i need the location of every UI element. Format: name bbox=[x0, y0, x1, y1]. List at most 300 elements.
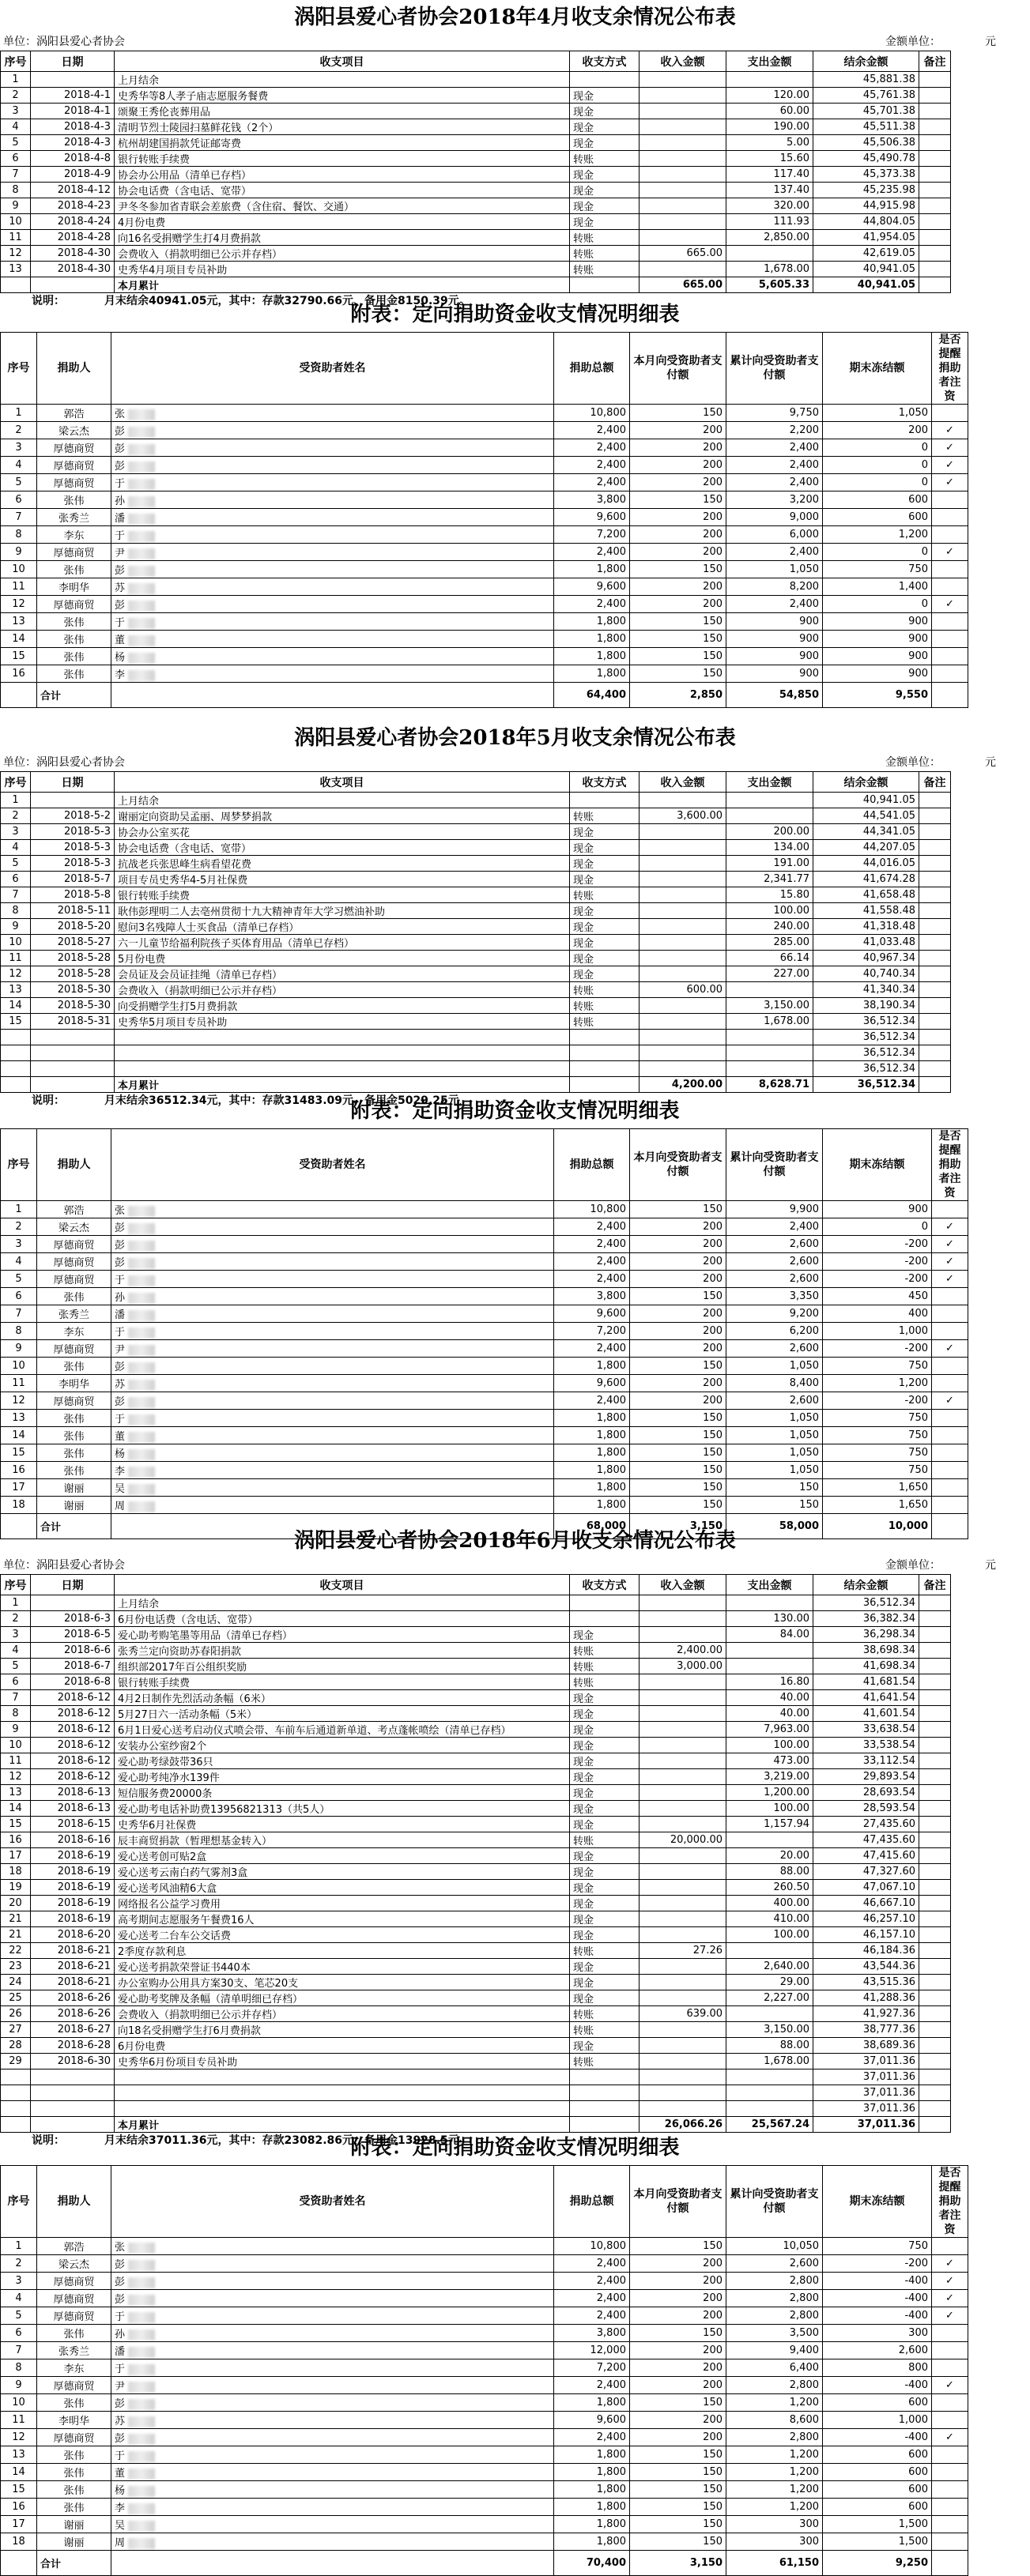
may-fund-cell-cum: 2,600 bbox=[726, 1340, 823, 1358]
june-fund-total-month: 3,150 bbox=[630, 2551, 726, 2576]
april-fund-cell-cum: 3,200 bbox=[726, 491, 823, 509]
redacted-name-blur bbox=[128, 2382, 155, 2393]
may-statement-cell-out: 1,678.00 bbox=[726, 1014, 813, 1030]
recipient-surname: 于 bbox=[115, 478, 126, 490]
table-row bbox=[1, 631, 968, 648]
may-fund-cell-cum: 8,400 bbox=[726, 1375, 823, 1392]
may-statement-cell-note bbox=[919, 840, 951, 856]
june-statement-cell-in bbox=[640, 1611, 726, 1627]
april-statement-cell-item: 颂聚王秀伦丧葬用品 bbox=[115, 104, 570, 119]
april-statement-cell-item: 清明节烈士陵园扫墓鲜花钱（2个） bbox=[115, 119, 570, 135]
june-statement-cell-way: 转账 bbox=[570, 2054, 640, 2069]
may-fund-cell-total: 10,800 bbox=[554, 1201, 630, 1218]
total-empty bbox=[570, 1077, 640, 1093]
table-row bbox=[1, 167, 951, 183]
june-statement-cell-out: 260.50 bbox=[726, 1880, 813, 1896]
april-fund-cell-recipient bbox=[111, 561, 554, 578]
june-statement-header-cell: 支出金额 bbox=[726, 1575, 813, 1595]
june-statement-cell-note bbox=[919, 1959, 951, 1975]
may-statement-header-cell: 备注 bbox=[919, 772, 951, 793]
april-statement-cell-way: 转账 bbox=[570, 262, 640, 277]
table-row bbox=[1, 1975, 951, 1990]
redacted-name-blur bbox=[128, 583, 155, 594]
june-statement-cell-note bbox=[919, 1990, 951, 2006]
may-fund-cell-no: 10 bbox=[1, 1358, 37, 1375]
june-statement-cell-bal: 37,011.36 bbox=[813, 2101, 919, 2117]
table-row bbox=[1, 1769, 951, 1785]
may-statement-cell-no: 3 bbox=[1, 824, 31, 840]
recipient-surname: 彭 bbox=[115, 2294, 126, 2306]
april-fund-cell-recipient bbox=[111, 457, 554, 474]
june-statement-cell-item: 爱心助考纯净水139件 bbox=[115, 1769, 570, 1785]
april-statement-cell-date: 2018-4-28 bbox=[31, 230, 115, 246]
june-fund-cell-total: 2,400 bbox=[554, 2255, 630, 2273]
june-statement-cell-item: 爱心送考风油精6大盒 bbox=[115, 1880, 570, 1896]
june-statement-header-cell: 序号 bbox=[1, 1575, 31, 1595]
june-fund-cell-frozen: -400 bbox=[823, 2307, 932, 2325]
table-row bbox=[1, 246, 951, 262]
recipient-surname: 李 bbox=[115, 1466, 126, 1478]
june-fund-cell-recipient bbox=[111, 2429, 554, 2446]
june-statement-cell-date bbox=[31, 2101, 115, 2117]
may-statement-header-cell: 序号 bbox=[1, 772, 31, 793]
april-statement-unit-yuan: 元 bbox=[985, 36, 996, 48]
recipient-surname: 董 bbox=[115, 635, 126, 646]
june-statement-cell-out: 1,678.00 bbox=[726, 2054, 813, 2069]
april-statement-cell-in bbox=[640, 104, 726, 119]
june-fund-cell-donor: 张伟 bbox=[37, 2446, 111, 2464]
june-fund-cell-donor: 厚德商贸 bbox=[37, 2377, 111, 2394]
june-fund-cell-donor: 梁云杰 bbox=[37, 2255, 111, 2273]
june-statement-cell-bal: 46,667.10 bbox=[813, 1896, 919, 1911]
may-fund-cell-no: 8 bbox=[1, 1323, 37, 1340]
april-fund-cell-total: 7,200 bbox=[554, 526, 630, 544]
april-statement-table bbox=[0, 51, 951, 293]
june-statement-cell-way: 转账 bbox=[570, 1674, 640, 1690]
may-statement-cell-in: 3,600.00 bbox=[640, 808, 726, 824]
june-statement-cell-way: 转账 bbox=[570, 2006, 640, 2022]
recipient-surname: 潘 bbox=[115, 1309, 126, 1321]
may-statement-header-cell: 日期 bbox=[31, 772, 115, 793]
april-fund-cell-frozen: 600 bbox=[823, 509, 932, 526]
april-statement-header-cell: 支出金额 bbox=[726, 51, 813, 72]
june-statement-cell-date: 2018-6-27 bbox=[31, 2022, 115, 2038]
april-statement-cell-item: 杭州胡建国捐款凭证邮寄费 bbox=[115, 135, 570, 151]
may-statement-table bbox=[0, 771, 951, 1093]
table-row bbox=[1, 1785, 951, 1801]
may-fund-cell-remind bbox=[932, 1462, 968, 1479]
may-fund-cell-recipient bbox=[111, 1253, 554, 1271]
june-fund-cell-recipient bbox=[111, 2342, 554, 2359]
may-statement-cell-item: 六一儿童节给福利院孩子买体育用品（清单已存档） bbox=[115, 935, 570, 951]
table-row bbox=[1, 439, 968, 457]
june-fund-cell-month: 150 bbox=[630, 2238, 726, 2255]
may-statement-cell-date bbox=[31, 793, 115, 808]
may-statement-cell-out bbox=[726, 982, 813, 998]
june-fund-cell-donor: 张伟 bbox=[37, 2499, 111, 2516]
april-fund-total-label: 合计 bbox=[37, 683, 111, 708]
may-statement-total-label: 本月累计 bbox=[115, 1077, 570, 1093]
may-fund-header-cell: 累计向受资助者支付额 bbox=[726, 1129, 823, 1201]
june-statement-cell-date: 2018-6-12 bbox=[31, 1738, 115, 1753]
april-fund-cell-total: 2,400 bbox=[554, 439, 630, 457]
june-statement-cell-date: 2018-6-19 bbox=[31, 1896, 115, 1911]
total-empty bbox=[111, 2551, 554, 2576]
june-statement-cell-out: 88.00 bbox=[726, 1864, 813, 1880]
may-statement-cell-out bbox=[726, 1030, 813, 1045]
redacted-name-blur bbox=[128, 2277, 155, 2288]
june-statement-cell-way: 现金 bbox=[570, 1864, 640, 1880]
recipient-surname: 于 bbox=[115, 617, 126, 629]
june-fund-cell-remind bbox=[932, 2325, 968, 2342]
june-statement-cell-date bbox=[31, 1595, 115, 1611]
april-statement-header-cell: 收支方式 bbox=[570, 51, 640, 72]
june-statement-cell-out: 2,640.00 bbox=[726, 1959, 813, 1975]
june-fund-cell-donor: 张秀兰 bbox=[37, 2342, 111, 2359]
redacted-name-blur bbox=[128, 653, 155, 664]
april-statement-unit-row bbox=[0, 33, 1030, 51]
june-statement-cell-bal: 33,538.54 bbox=[813, 1738, 919, 1753]
april-statement-cell-out: 60.00 bbox=[726, 104, 813, 119]
april-fund-cell-frozen: 900 bbox=[823, 631, 932, 648]
table-row bbox=[1, 88, 951, 104]
may-fund-cell-cum: 2,600 bbox=[726, 1236, 823, 1253]
june-statement-cell-way: 现金 bbox=[570, 1990, 640, 2006]
june-statement-cell-no: 26 bbox=[1, 2006, 31, 2022]
may-fund-header-cell: 受资助者姓名 bbox=[111, 1129, 554, 1201]
redacted-name-blur bbox=[128, 1258, 155, 1269]
april-statement-cell-no: 5 bbox=[1, 135, 31, 151]
table-row bbox=[1, 104, 951, 119]
june-statement-cell-date: 2018-6-13 bbox=[31, 1785, 115, 1801]
recipient-surname: 彭 bbox=[115, 426, 126, 438]
may-statement-cell-out: 191.00 bbox=[726, 856, 813, 872]
june-statement-cell-no: 7 bbox=[1, 1690, 31, 1706]
june-statement-cell-date: 2018-6-21 bbox=[31, 1943, 115, 1959]
april-statement-cell-in bbox=[640, 198, 726, 214]
april-fund-cell-remind: ✓ bbox=[932, 544, 968, 561]
total-empty bbox=[1, 683, 37, 708]
table-row bbox=[1, 1959, 951, 1975]
april-statement-cell-bal: 44,804.05 bbox=[813, 214, 919, 230]
june-fund-cell-frozen: -200 bbox=[823, 2255, 932, 2273]
may-fund-cell-month: 200 bbox=[630, 1253, 726, 1271]
may-statement-cell-date: 2018-5-3 bbox=[31, 840, 115, 856]
total-empty bbox=[919, 2117, 951, 2133]
may-fund-cell-donor: 郭浩 bbox=[37, 1201, 111, 1218]
april-statement-cell-out: 5.00 bbox=[726, 135, 813, 151]
june-statement-cell-bal: 47,435.60 bbox=[813, 1832, 919, 1848]
june-statement-cell-item bbox=[115, 2069, 570, 2085]
june-fund-cell-remind: ✓ bbox=[932, 2290, 968, 2307]
april-fund-cell-donor: 梁云杰 bbox=[37, 422, 111, 439]
table-row bbox=[1, 1030, 951, 1045]
june-fund-cell-month: 200 bbox=[630, 2255, 726, 2273]
april-fund-cell-donor: 张伟 bbox=[37, 665, 111, 683]
june-statement-cell-no: 14 bbox=[1, 1801, 31, 1817]
june-statement-cell-out: 7,963.00 bbox=[726, 1722, 813, 1738]
may-fund-cell-donor: 厚德商贸 bbox=[37, 1392, 111, 1410]
may-statement-cell-item: 抗战老兵张思峰生病看望花费 bbox=[115, 856, 570, 872]
april-statement-cell-out bbox=[726, 246, 813, 262]
june-statement-cell-date: 2018-6-15 bbox=[31, 1817, 115, 1832]
may-fund-cell-remind: ✓ bbox=[932, 1236, 968, 1253]
may-fund-cell-recipient bbox=[111, 1375, 554, 1392]
april-fund-cell-donor: 郭浩 bbox=[37, 405, 111, 422]
june-statement-cell-out: 100.00 bbox=[726, 1801, 813, 1817]
june-statement-cell-note bbox=[919, 1674, 951, 1690]
table-row bbox=[1, 1753, 951, 1769]
may-statement-note-label: 说明： bbox=[32, 1094, 65, 1107]
table-row bbox=[1, 1358, 968, 1375]
june-fund-cell-remind: ✓ bbox=[932, 2307, 968, 2325]
may-statement-header-row bbox=[1, 772, 951, 793]
table-row bbox=[1, 1045, 951, 1061]
may-fund-cell-no: 17 bbox=[1, 1479, 37, 1497]
june-fund-cell-month: 150 bbox=[630, 2481, 726, 2499]
june-statement-cell-no: 28 bbox=[1, 2038, 31, 2054]
may-fund-cell-no: 16 bbox=[1, 1462, 37, 1479]
redacted-name-blur bbox=[128, 444, 155, 455]
june-statement-cell-item: 网络报名公益学习费用 bbox=[115, 1896, 570, 1911]
april-fund-cell-cum: 900 bbox=[726, 631, 823, 648]
april-statement-total-row bbox=[1, 277, 951, 293]
june-fund-cell-frozen: 600 bbox=[823, 2446, 932, 2464]
table-row bbox=[1, 1392, 968, 1410]
april-fund-title: 附表：定向捐助资金收支情况明细表 bbox=[350, 303, 680, 326]
may-fund-header-cell: 本月向受资助者支付额 bbox=[630, 1129, 726, 1201]
june-fund-cell-month: 200 bbox=[630, 2307, 726, 2325]
table-row bbox=[1, 1659, 951, 1674]
may-statement-cell-in bbox=[640, 856, 726, 872]
may-statement-cell-way bbox=[570, 1061, 640, 1077]
may-statement-cell-date: 2018-5-28 bbox=[31, 951, 115, 966]
may-statement-cell-no: 15 bbox=[1, 1014, 31, 1030]
june-statement-cell-way: 现金 bbox=[570, 1753, 640, 1769]
may-fund-cell-no: 6 bbox=[1, 1288, 37, 1305]
april-statement-cell-bal: 45,701.38 bbox=[813, 104, 919, 119]
april-statement-cell-in: 665.00 bbox=[640, 246, 726, 262]
june-statement-cell-bal: 38,689.36 bbox=[813, 2038, 919, 2054]
may-statement-cell-bal: 40,941.05 bbox=[813, 793, 919, 808]
table-row bbox=[1, 2054, 951, 2069]
june-fund-header-cell: 本月向受资助者支付额 bbox=[630, 2166, 726, 2238]
may-fund-cell-recipient bbox=[111, 1340, 554, 1358]
may-statement-header-cell: 收支项目 bbox=[115, 772, 570, 793]
table-row bbox=[1, 1880, 951, 1896]
may-fund-cell-frozen: 1,200 bbox=[823, 1375, 932, 1392]
april-statement-cell-in bbox=[640, 167, 726, 183]
may-fund-cell-no: 18 bbox=[1, 1497, 37, 1514]
june-statement-cell-date: 2018-6-19 bbox=[31, 1911, 115, 1927]
may-statement-cell-note bbox=[919, 887, 951, 903]
redacted-name-blur bbox=[128, 496, 155, 507]
april-statement-cell-note bbox=[919, 183, 951, 198]
table-row bbox=[1, 1864, 951, 1880]
may-fund-cell-total: 1,800 bbox=[554, 1462, 630, 1479]
april-fund-cell-frozen: 900 bbox=[823, 665, 932, 683]
may-statement-cell-no: 10 bbox=[1, 935, 31, 951]
april-fund-cell-cum: 2,400 bbox=[726, 439, 823, 457]
june-fund-cell-frozen: 600 bbox=[823, 2464, 932, 2481]
april-statement-cell-no: 9 bbox=[1, 198, 31, 214]
june-fund-cell-donor: 郭浩 bbox=[37, 2238, 111, 2255]
june-fund-cell-no: 11 bbox=[1, 2412, 37, 2429]
may-fund-cell-frozen: 750 bbox=[823, 1444, 932, 1462]
may-fund-cell-month: 200 bbox=[630, 1340, 726, 1358]
may-fund-cell-cum: 150 bbox=[726, 1497, 823, 1514]
june-statement-cell-item: 银行转账手续费 bbox=[115, 1674, 570, 1690]
april-statement-cell-item: 上月结余 bbox=[115, 72, 570, 88]
june-statement-cell-item: 史秀华6月社保费 bbox=[115, 1817, 570, 1832]
may-fund-cell-donor: 张伟 bbox=[37, 1410, 111, 1427]
may-statement-cell-in bbox=[640, 793, 726, 808]
june-statement-cell-way: 现金 bbox=[570, 1722, 640, 1738]
may-statement-cell-bal: 44,207.05 bbox=[813, 840, 919, 856]
table-row bbox=[1, 665, 968, 683]
may-fund-cell-month: 200 bbox=[630, 1236, 726, 1253]
june-statement-cell-note bbox=[919, 1769, 951, 1785]
may-fund-cell-cum: 1,050 bbox=[726, 1427, 823, 1444]
april-statement-cell-way: 现金 bbox=[570, 88, 640, 104]
june-statement-cell-item: 爱心送考二台车公交话费 bbox=[115, 1927, 570, 1943]
table-row bbox=[1, 405, 968, 422]
may-statement-cell-item: 协会办公室买花 bbox=[115, 824, 570, 840]
recipient-surname: 彭 bbox=[115, 1396, 126, 1408]
april-fund-header-cell: 期末冻结额 bbox=[823, 333, 932, 405]
june-statement-cell-bal: 36,382.34 bbox=[813, 1611, 919, 1627]
april-statement-cell-no: 2 bbox=[1, 88, 31, 104]
june-statement-cell-note bbox=[919, 1927, 951, 1943]
june-statement-cell-way: 现金 bbox=[570, 1738, 640, 1753]
may-statement-cell-out: 240.00 bbox=[726, 919, 813, 935]
may-statement-cell-way bbox=[570, 1030, 640, 1045]
total-empty bbox=[570, 2117, 640, 2133]
april-statement-header-cell: 结余金额 bbox=[813, 51, 919, 72]
may-statement-cell-out: 15.80 bbox=[726, 887, 813, 903]
april-statement-cell-in bbox=[640, 88, 726, 104]
may-statement-cell-item: 项目专员史秀华4-5月社保费 bbox=[115, 872, 570, 887]
june-statement-cell-note bbox=[919, 1722, 951, 1738]
table-row bbox=[1, 808, 951, 824]
june-statement-cell-item: 5月27日六一活动条幅（5米） bbox=[115, 1706, 570, 1722]
june-statement-cell-item: 会费收入（捐款明细已公示并存档） bbox=[115, 2006, 570, 2022]
june-fund-cell-total: 1,800 bbox=[554, 2446, 630, 2464]
may-fund-cell-month: 150 bbox=[630, 1410, 726, 1427]
april-statement-cell-date: 2018-4-23 bbox=[31, 198, 115, 214]
table-row bbox=[1, 856, 951, 872]
may-fund-cell-remind bbox=[932, 1479, 968, 1497]
may-statement-total-out: 8,628.71 bbox=[726, 1077, 813, 1093]
april-statement-cell-item: 向16名受捐赠学生打4月费捐款 bbox=[115, 230, 570, 246]
april-fund-cell-total: 1,800 bbox=[554, 561, 630, 578]
table-row bbox=[1, 919, 951, 935]
april-statement-note-text: 月末结余40941.05元，其中：存款32790.66元、备用金8150.39元。 bbox=[104, 295, 470, 307]
june-fund-cell-recipient bbox=[111, 2464, 554, 2481]
may-statement-cell-way: 现金 bbox=[570, 903, 640, 919]
redacted-name-blur bbox=[128, 427, 155, 438]
april-fund-cell-cum: 900 bbox=[726, 613, 823, 631]
april-fund-cell-no: 9 bbox=[1, 544, 37, 561]
may-fund-cell-total: 1,800 bbox=[554, 1497, 630, 1514]
may-statement-cell-way: 现金 bbox=[570, 966, 640, 982]
redacted-name-blur bbox=[128, 618, 155, 629]
june-statement-cell-way: 现金 bbox=[570, 2038, 640, 2054]
april-statement-header-cell: 序号 bbox=[1, 51, 31, 72]
june-statement-cell-out: 130.00 bbox=[726, 1611, 813, 1627]
april-fund-cell-no: 12 bbox=[1, 596, 37, 613]
redacted-name-blur bbox=[128, 531, 155, 542]
table-row bbox=[1, 2533, 968, 2551]
table-row bbox=[1, 2377, 968, 2394]
may-fund-cell-no: 11 bbox=[1, 1375, 37, 1392]
recipient-surname: 于 bbox=[115, 2450, 126, 2462]
april-fund-cell-recipient bbox=[111, 526, 554, 544]
may-statement-unit-left: 单位：涡阳县爱心者协会 bbox=[3, 756, 125, 769]
recipient-surname: 周 bbox=[115, 1501, 126, 1512]
june-statement-cell-note bbox=[919, 1690, 951, 1706]
redacted-name-blur bbox=[128, 2243, 155, 2254]
may-statement-cell-bal: 41,658.48 bbox=[813, 887, 919, 903]
may-statement-note-text: 月末结余36512.34元，其中：存款31483.09元、备用金5029.25元 bbox=[104, 1094, 459, 1107]
june-fund-cell-total: 1,800 bbox=[554, 2481, 630, 2499]
april-fund-cell-total: 2,400 bbox=[554, 596, 630, 613]
june-fund-cell-remind: ✓ bbox=[932, 2255, 968, 2273]
june-fund-cell-total: 9,600 bbox=[554, 2412, 630, 2429]
june-fund-header-cell: 序号 bbox=[1, 2166, 37, 2238]
may-fund-cell-cum: 3,350 bbox=[726, 1288, 823, 1305]
table-row bbox=[1, 648, 968, 665]
redacted-name-blur bbox=[128, 2399, 155, 2410]
june-statement-cell-item: 6月份电话费（含电话、宽带） bbox=[115, 1611, 570, 1627]
april-statement-cell-bal: 45,881.38 bbox=[813, 72, 919, 88]
june-statement-cell-date: 2018-6-8 bbox=[31, 1674, 115, 1690]
june-statement-cell-out bbox=[726, 2006, 813, 2022]
june-statement-cell-out bbox=[726, 2085, 813, 2101]
may-statement-cell-date: 2018-5-3 bbox=[31, 856, 115, 872]
table-row bbox=[1, 2255, 968, 2273]
june-fund-cell-total: 2,400 bbox=[554, 2307, 630, 2325]
april-statement-cell-way: 现金 bbox=[570, 119, 640, 135]
june-fund-cell-total: 7,200 bbox=[554, 2359, 630, 2377]
june-fund-cell-remind bbox=[932, 2238, 968, 2255]
june-fund-cell-no: 3 bbox=[1, 2273, 37, 2290]
recipient-surname: 尹 bbox=[115, 548, 126, 559]
april-fund-cell-total: 1,800 bbox=[554, 648, 630, 665]
april-fund-cell-remind bbox=[932, 526, 968, 544]
june-statement-cell-no: 20 bbox=[1, 1896, 31, 1911]
april-statement-cell-date: 2018-4-24 bbox=[31, 214, 115, 230]
table-row bbox=[1, 526, 968, 544]
may-statement-cell-bal: 36,512.34 bbox=[813, 1030, 919, 1045]
may-fund-cell-cum: 9,900 bbox=[726, 1201, 823, 1218]
table-row bbox=[1, 1611, 951, 1627]
april-fund-cell-recipient bbox=[111, 405, 554, 422]
april-statement-cell-out: 111.93 bbox=[726, 214, 813, 230]
april-fund-cell-recipient bbox=[111, 474, 554, 491]
june-statement-cell-way: 现金 bbox=[570, 1706, 640, 1722]
may-statement-cell-out: 285.00 bbox=[726, 935, 813, 951]
june-fund-cell-donor: 厚德商贸 bbox=[37, 2273, 111, 2290]
april-fund-total-total: 64,400 bbox=[554, 683, 630, 708]
redacted-name-blur bbox=[128, 1223, 155, 1234]
may-fund-cell-cum: 1,050 bbox=[726, 1444, 823, 1462]
table-row bbox=[1, 422, 968, 439]
june-statement-cell-item: 组织部2017年百公组织奖励 bbox=[115, 1659, 570, 1674]
may-fund-cell-month: 150 bbox=[630, 1462, 726, 1479]
may-fund-cell-recipient bbox=[111, 1410, 554, 1427]
april-statement-cell-way: 现金 bbox=[570, 104, 640, 119]
